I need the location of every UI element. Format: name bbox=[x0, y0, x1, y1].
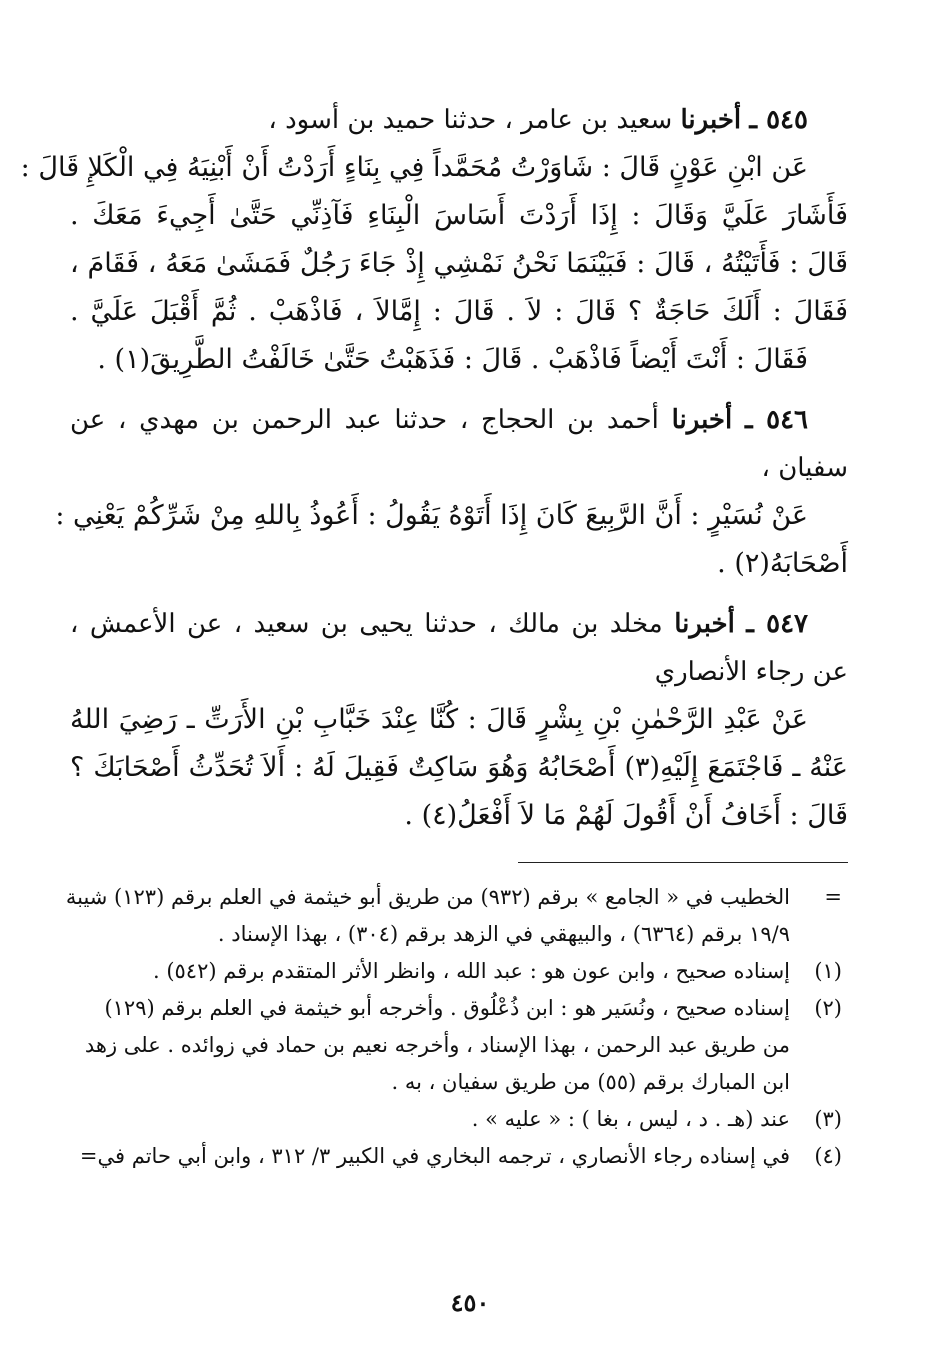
footnote-3 bbox=[70, 1101, 848, 1138]
hadith-545-line-2: فَأَشَارَ عَلَيَّ وَقَالَ : إِذَا أَرَدْتَ أَسَاسَ الْبِنَاءِ فَآذِنِّي حَتَّىٰ أَجِيءَ مَعَكَ . bbox=[70, 200, 848, 231]
footnote-line: عند (هـ . د ، ليس ، بغا ) : « عليه » . bbox=[471, 1107, 790, 1131]
footnote-line: ابن المبارك برقم (٥٥) من طريق سفيان ، به . bbox=[391, 1070, 790, 1094]
footnote-line: في إسناده رجاء الأنصاري ، ترجمه البخاري في الكبير ٣/ ٣١٢ ، وابن أبي حاتم في= bbox=[79, 1144, 790, 1168]
footnote-marker: (٣) bbox=[814, 1107, 842, 1131]
hadith-number: ٥٤٥ ـ bbox=[749, 105, 808, 135]
hadith-546-line-1: عَنْ نُسَيْرٍ : أَنَّ الرَّبِيعَ كَانَ إِذَا أَتَوْهُ يَقُولُ : أَعُوذُ بِاللهِ مِنْ شَرِّكُمْ يَعْنِي : bbox=[55, 500, 808, 531]
hadith-547-isnad-cont: عن رجاء الأنصاري bbox=[654, 657, 848, 687]
footnote-continued bbox=[65, 879, 848, 953]
footnote-line: من طريق عبد الرحمن ، بهذا الإسناد ، وأخرجه نعيم بن حماد في زوائده . على زهد bbox=[84, 1033, 790, 1057]
akhbarana-label: أخبرنا bbox=[671, 405, 733, 435]
footnote-divider bbox=[518, 862, 848, 863]
hadith-547-line-2: عَنْهُ ـ فَاجْتَمَعَ إِلَيْهِ(٣) أَصْحَابُهُ وَهُوَ سَاكِتٌ فَقِيلَ لَهُ : أَلاَ تُحَدِّثُ أَصْحَابَكَ ؟ bbox=[70, 752, 848, 783]
hadith-545-line-5: فَقَالَ : أَنْتَ أَيْضاً فَاذْهَبْ . قَالَ : فَذَهَبْتُ حَتَّىٰ خَالَفْتُ الطَّرِيقَ(١) . bbox=[97, 344, 808, 375]
footnote-line: ١٩/٩ برقم (٦٣٦٤) ، والبيهقي في الزهد برقم (٣٠٤) ، بهذا الإسناد . bbox=[217, 922, 790, 946]
footnotes bbox=[65, 879, 848, 1175]
hadith-546-isnad-cont: سفيان ، bbox=[761, 453, 848, 483]
hadith-546-isnad bbox=[70, 396, 848, 444]
hadith-547-line-1: عَنْ عَبْدِ الرَّحْمٰنِ بْنِ بِشْرٍ قَالَ : كُنَّا عِنْدَ خَبَّابِ بْنِ الأَرَتِّ ـ رَضِيَ اللهُ bbox=[70, 704, 808, 735]
isnad-text: مخلد بن مالك ، حدثنا يحيى بن سعيد ، عن الأعمش ، bbox=[70, 609, 663, 639]
hadith-546-line-2: أَصْحَابَهُ(٢) . bbox=[717, 548, 848, 579]
akhbarana-label: أخبرنا bbox=[680, 105, 742, 135]
isnad-text: أحمد بن الحجاج ، حدثنا عبد الرحمن بن مهدي ، عن bbox=[70, 405, 659, 435]
footnote-marker: (٢) bbox=[814, 996, 842, 1020]
footnote-1 bbox=[70, 953, 848, 990]
akhbarana-label: أخبرنا bbox=[674, 609, 735, 639]
footnote-marker: (١) bbox=[814, 959, 842, 983]
hadith-number: ٥٤٧ ـ bbox=[746, 609, 809, 639]
footnote-marker: = bbox=[824, 885, 842, 909]
hadith-number: ٥٤٦ ـ bbox=[744, 405, 809, 435]
hadith-545-line-1: عَن ابْنِ عَوْنٍ قَالَ : شَاوَرْتُ مُحَمَّداً فِي بِنَاءٍ أَرَدْتُ أَنْ أَبْنِيَهُ فِي الْكَلإِ قَالَ : bbox=[20, 152, 808, 183]
page-body bbox=[20, 96, 848, 1175]
footnote-line: إسناده صحيح ، وابن عون هو : عبد الله ، وانظر الأثر المتقدم برقم (٥٤٢) . bbox=[152, 959, 790, 983]
hadith-547-line-3: قَالَ : أَخَافُ أَنْ أَقُولَ لَهُمْ مَا لاَ أَفْعَلُ(٤) . bbox=[404, 800, 848, 831]
footnote-line: الخطيب في « الجامع » برقم (٩٣٢) من طريق أبو خيثمة في العلم برقم (١٢٣) شيبة bbox=[65, 885, 790, 909]
hadith-545-isnad bbox=[70, 96, 848, 144]
footnote-line: إسناده صحيح ، ونُسَير هو : ابن ذُعْلُوق . وأخرجه أبو خيثمة في العلم برقم (١٢٩) bbox=[104, 996, 790, 1020]
footnote-4 bbox=[70, 1138, 848, 1175]
hadith-545-line-3: قَالَ : فَأَتَيْتُهُ ، قَالَ : فَبَيْنَمَا نَحْنُ نَمْشِي إِذْ جَاءَ رَجُلٌ فَمَشَىٰ مَعَهُ ، فَقَامَ ، bbox=[70, 248, 848, 279]
hadith-547-isnad bbox=[70, 600, 848, 648]
footnote-marker: (٤) bbox=[814, 1144, 842, 1168]
isnad-text: سعيد بن عامر ، حدثنا حميد بن أسود ، bbox=[268, 105, 673, 135]
footnote-2 bbox=[70, 990, 848, 1101]
page-number: ٤٥٠ bbox=[450, 1288, 490, 1317]
hadith-545-line-4: فَقَالَ : أَلَكَ حَاجَةٌ ؟ قَالَ : لاَ . قَالَ : إِمَّالاَ ، فَاذْهَبْ . ثُمَّ أَقْبَلَ عَلَيَّ . bbox=[70, 296, 848, 327]
